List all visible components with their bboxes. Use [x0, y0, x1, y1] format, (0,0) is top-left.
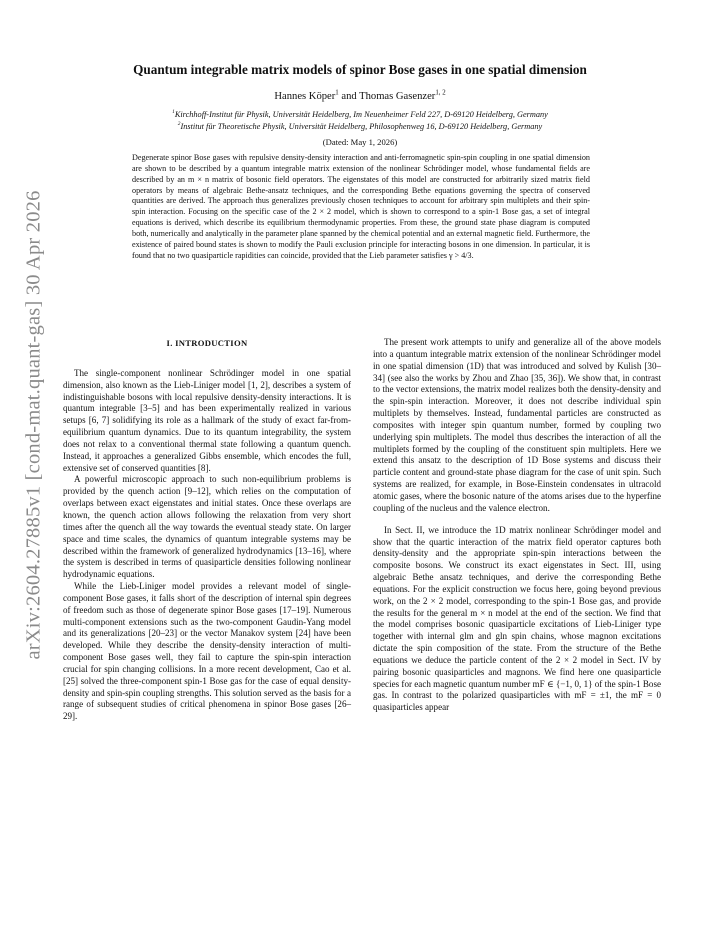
- affiliation-mark: 1: [172, 109, 175, 116]
- left-column: [63, 337, 351, 723]
- body-paragraph: While the Lieb-Liniger model provides a relevant model of single-component Bose gases, it falls short of the description of internal spin degrees of freedom such as those of degenerate spinor Bose gases [17–19]. Numerous multi-component extensions such as the two-component Gaudin-Yang model and its generalizations [20–23] or the vector Manakov system [24] have been developed. While they describe the density-density interaction of multi-component Bose gases well, they fail to capture the spin-spin interaction crucial for spin changing collisions. In a more recent development, Cao et al. [25] solved the three-component spin-1 Bose gas for the case of equal density-density and spin-spin coupling strengths. This solution served as the basis for a range of subsequent studies of critical phenomena in spinor Bose gases [26–29].: [63, 581, 351, 722]
- paper-title: Quantum integrable matrix models of spinor Bose gases in one spatial dimension: [133, 62, 587, 77]
- author-name: Thomas Gasenzer: [359, 91, 436, 102]
- body-paragraph: The single-component nonlinear Schrödinger model in one spatial dimension, also known as the Lieb-Liniger model [1, 2], describes a system of indistinguishable bosons with local repulsive density-density interactions. It is quantum integrable [3–5] and has been experimentally realized in various setups [6, 7] solidifying its role as a hallmark of the study of exact far-from-equilibrium quantum dynamics. Due to its quantum integrability, the system does not relax to a conventional thermal state following a quantum quench. Instead, it approaches a generalized Gibbs ensemble, which encodes the full, extensive set of conserved quantities [8].: [63, 367, 351, 473]
- abstract: Degenerate spinor Bose gases with repulsive density-density interaction and anti-ferromagnetic spin-spin coupling in one spatial dimension are shown to be described by a quantum integrable matrix extension of the nonlinear Schrödinger model, whose fundamental fields are described by an m × n matrix of bosonic field operators. The eigenstates of this model are constructed for arbitrarily sized matrix field operators by means of algebraic Bethe-ansatz techniques, and the corresponding Bethe equations governing the spectra of conserved quantities are derived. The approach thus generalizes previously chosen techniques to account for arbitrary spin multiplets and their spin-spin interaction. Focusing on the specific case of the 2 × 2 model, which is shown to correspond to a spin-1 Bose gas, a set of integral equations is derived, which describe its equilibrium thermodynamic properties. From these, the ground state phase diagram is computed both, numerically and analytically in the parameter plane spanned by the chemical potential and an external magnetic field. Furthermore, the existence of paired bound states is shown to modify the Pauli exclusion principle for interacting bosons in one dimension. In particular, it is found that no two quasiparticle rapidities can coincide, provided that the Lieb parameter satisfies γ > 4/3.: [132, 153, 590, 260]
- date-line: (Dated: May 1, 2026): [322, 137, 398, 147]
- body-paragraph: In Sect. II, we introduce the 1D matrix nonlinear Schrödinger model and show that the quartic interaction of the matrix field operator captures both density-density and the appropriate spin-spin interactions between the composite bosons. We construct its exact eigenstates in Sect. III, using algebraic Bethe ansatz techniques, and derive the corresponding Bethe equations. For the explicit construction we focus here, going beyond previous work, on the 2 × 2 model, corresponding to the spin-1 Bose gas, and provide the results for the general m × n model at the end of the section. We find that the model comprises bosonic quasiparticle excitations of Lieb-Liniger type together with internal glm and gln spin chains, whose magnon excitations dictate the spin composition of the state. From the structure of the Bethe equations we deduce the particle content of the 2 × 2 model in Sect. IV by pairing bosonic quasiparticles and magnons. We find here one quasiparticle species for each magnetic quantum number mF ∈ {−1, 0, 1} of the spin-1 Bose gas. In contrast to the polarized quasiparticles with mF = ±1, the mF = 0 quasiparticles appear: [373, 524, 661, 713]
- affiliation-text: Kirchhoff-Institut für Physik, Universität Heidelberg, Im Neuenheimer Feld 227, D-69120 Heidelberg, Germany: [174, 110, 548, 119]
- affiliation-text: Institut für Theoretische Physik, Universität Heidelberg, Philosophenweg 16, D-69120 Heidelberg, Germany: [180, 122, 543, 131]
- arxiv-sidebar-stamp: [8, 190, 60, 660]
- author-separator: and: [338, 91, 360, 102]
- section-heading: I. INTRODUCTION: [166, 338, 248, 348]
- right-column: [373, 337, 661, 714]
- affiliation: [80, 110, 640, 119]
- author-affiliation-mark: 1, 2: [435, 89, 446, 97]
- affiliation: [80, 122, 640, 131]
- author-name: Hannes Köper: [274, 91, 336, 102]
- author-affiliation-mark: 1: [335, 89, 339, 97]
- body-paragraph: The present work attempts to unify and generalize all of the above models into a quantum integrable matrix extension of the nonlinear Schrödinger model in one spatial dimension (1D) that was introduced and solved by Kulish [30–34] (see also the works by Zhou and Zhao [35, 36]). We show that, in contrast to the vector extensions, the matrix model realizes both the density-density and the spin-spin interaction. Moreover, it does not describe individual spin multiplets by themselves. Instead, fundamental particles are constructed as composites with integer spin quantum number, formed by coupling two underlying spin multiplets. The model thus describes the interaction of all the multiplets formed by the coupling of the constituent spin multiplets. Here we extend this ansatz to the description of 1D Bose systems and discuss their particle content and ground-state phase diagram for the case of unit spin. Such systems are realized, for example, in Bose-Einstein condensates in ultracold atomic gases, where the bosonic nature of the atoms arises due to the hyperfine coupling of the nucleus and the valence electron.: [373, 337, 661, 513]
- affiliation-mark: 2: [177, 121, 181, 128]
- author-list: [80, 91, 640, 102]
- arxiv-identifier: arXiv:2604.27885v1 [cond-mat.quant-gas] 30 Apr 2026: [22, 190, 45, 660]
- body-paragraph: A powerful microscopic approach to such non-equilibrium problems is provided by the quench action [9–12], which relies on the computation of overlaps between exact eigenstates and initial states. Once these overlaps are known, the quench action allows following the relaxation from very short times after the quench all the way towards the eventual steady state. On larger space and time scales, the dynamics of quantum integrable systems may be described within the framework of generalized hydrodynamics [13–16], where the system is described in terms of quasiparticle densities following nonlinear hydrodynamic equations.: [63, 474, 351, 580]
